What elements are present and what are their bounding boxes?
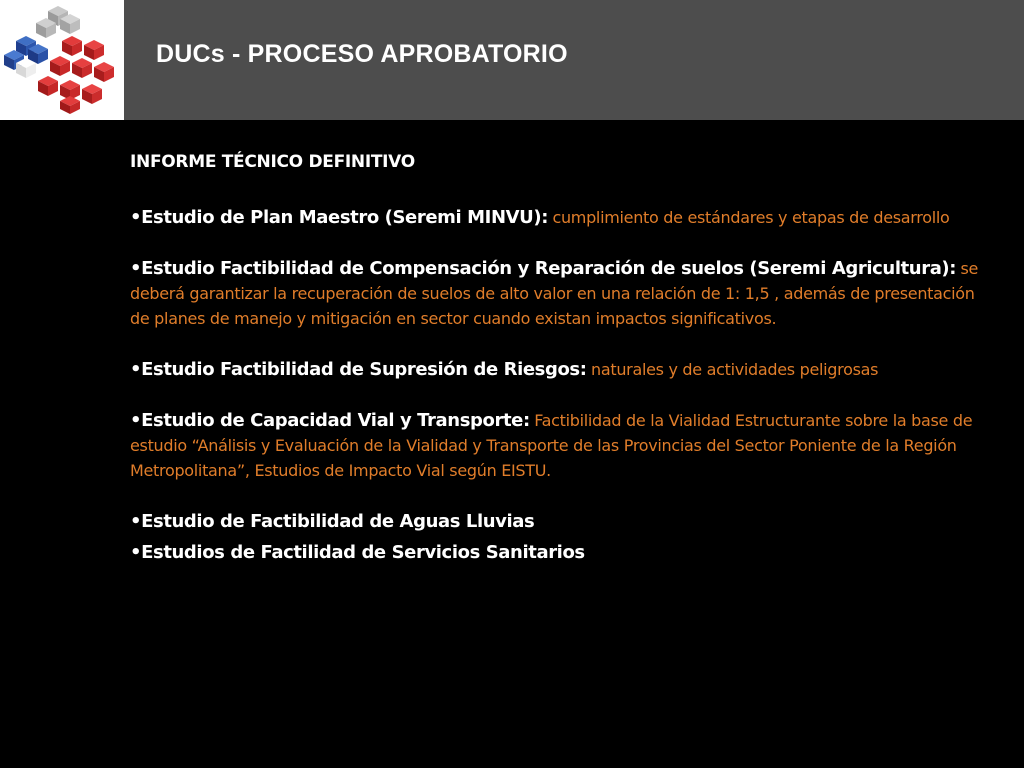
- header-bar: [0, 0, 1024, 120]
- logo-blue-cubes: [4, 36, 48, 78]
- item-lead: •Estudio de Factibilidad de Aguas Lluvias: [130, 511, 535, 532]
- item-description: naturales y de actividades peligrosas: [591, 360, 879, 379]
- item-lead: •Estudio Factibilidad de Supresión de Riesgos:: [130, 359, 587, 380]
- item-lead: •Estudio de Capacidad Vial y Transporte:: [130, 410, 530, 431]
- list-item: [130, 409, 990, 484]
- slide-content: [130, 152, 990, 572]
- item-lead: •Estudios de Factilidad de Servicios Sanitarios: [130, 542, 585, 563]
- cubes-logo-icon: [0, 0, 124, 120]
- list-item: [130, 206, 990, 231]
- section-heading: INFORME TÉCNICO DEFINITIVO: [130, 152, 415, 172]
- list-item: [130, 510, 990, 535]
- logo-red-cubes: [38, 36, 114, 114]
- list-item: [130, 358, 990, 383]
- item-lead: •Estudio de Plan Maestro (Seremi MINVU):: [130, 207, 548, 228]
- logo-grey-cubes: [36, 6, 80, 38]
- logo-box: [0, 0, 124, 120]
- item-description: cumplimiento de estándares y etapas de desarrollo: [552, 208, 950, 227]
- page-title: DUCs - PROCESO APROBATORIO: [156, 40, 568, 68]
- item-lead: •Estudio Factibilidad de Compensación y Reparación de suelos (Seremi Agricultura):: [130, 258, 957, 279]
- list-item: [130, 257, 990, 332]
- list-item: [130, 541, 990, 566]
- item-description: Factibilidad de la Vialidad Estructurante sobre la base de estudio “Análisis y Evaluación de la Vialidad y Transporte de las Provincias del Sector Poniente de la Región Metropolitana”, Estudios de Impacto Vial según EISTU.: [130, 411, 973, 480]
- item-description: se deberá garantizar la recuperación de suelos de alto valor en una relación de 1: 1,5 , además de presentación de planes de manejo y mitigación en sector cuando existan impactos significativos.: [130, 259, 979, 328]
